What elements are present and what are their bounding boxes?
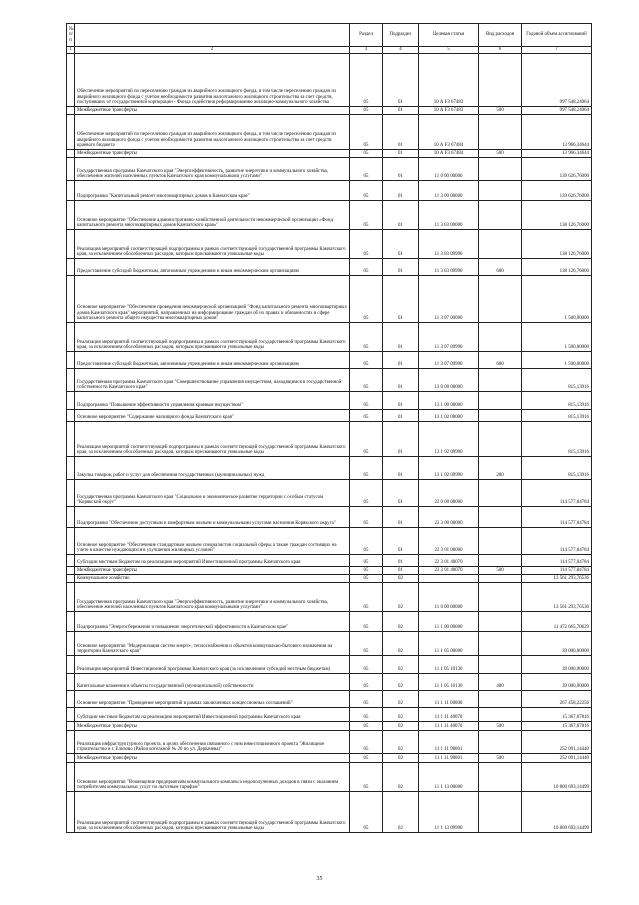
section-cell: 05 <box>350 575 383 583</box>
table-body <box>67 54 592 833</box>
section-cell: 05 <box>350 352 383 369</box>
subsection-cell: 01 <box>383 567 419 575</box>
column-number: 1 <box>67 47 75 54</box>
expense-type-cell: 500 <box>479 107 522 115</box>
table-row <box>67 674 592 691</box>
expense-type-cell: 500 <box>479 150 522 158</box>
amount-cell: 11 472 665,70629 <box>522 612 592 632</box>
row-number-cell <box>67 54 75 107</box>
name-cell: Подпрограмма "Повышение эффективности управления краевым имуществом" <box>75 392 350 410</box>
table-row <box>67 201 592 230</box>
table-row <box>67 612 592 632</box>
table-row <box>67 656 592 674</box>
section-cell: 05 <box>350 259 383 276</box>
amount-cell: 815,13916 <box>522 392 592 410</box>
row-number-cell <box>67 259 75 276</box>
amount-cell: 997 548,24064 <box>522 54 592 107</box>
section-cell: 05 <box>350 555 383 567</box>
subsection-cell: 01 <box>383 181 419 201</box>
section-cell: 05 <box>350 507 383 528</box>
subsection-cell: 01 <box>383 54 419 107</box>
subsection-cell: 02 <box>383 575 419 583</box>
amount-cell: 1 500,00000 <box>522 352 592 369</box>
table-row <box>67 259 592 276</box>
name-cell: Коммунальное хозяйство <box>75 575 350 583</box>
amount-cell: 10 800 693,14499 <box>522 792 592 833</box>
amount-cell: 15 367,07816 <box>522 708 592 722</box>
amount-cell: 138 126,76000 <box>522 201 592 230</box>
expense-type-cell <box>479 158 522 181</box>
column-number: 7 <box>522 47 592 54</box>
section-cell: 05 <box>350 201 383 230</box>
column-number: 4 <box>383 47 419 54</box>
header-num: № п/п <box>67 24 75 47</box>
article-cell: 11 3 00 00000 <box>419 181 479 201</box>
expense-type-cell: 500 <box>479 722 522 731</box>
subsection-cell: 01 <box>383 392 419 410</box>
amount-cell: 815,13916 <box>522 422 592 457</box>
amount-cell: 10 800 693,14499 <box>522 763 592 792</box>
article-cell: 13 1 02 09990 <box>419 422 479 457</box>
name-cell: Основное мероприятие "Содержание жилищного фонда Камчатского края" <box>75 410 350 422</box>
name-cell: Основное мероприятие "Проведение мероприятий в рамках заключенных концессионных соглашений" <box>75 691 350 708</box>
expense-type-cell <box>479 656 522 674</box>
name-cell: Основное мероприятие "Возмещение предприятиям коммунального комплекса недополученных доходов в связи с оказанием потребителям коммунальных услуг по льготным тарифам" <box>75 763 350 792</box>
expense-type-cell <box>479 480 522 507</box>
expense-type-cell <box>479 392 522 410</box>
article-cell: 10 А F3 67483 <box>419 54 479 107</box>
row-number-cell <box>67 555 75 567</box>
amount-cell: 39 000,00000 <box>522 656 592 674</box>
section-cell: 05 <box>350 480 383 507</box>
name-cell: Подпрограмма "Энергосбережение и повышение энергетической эффективности в Камчатском крае" <box>75 612 350 632</box>
section-cell: 05 <box>350 369 383 392</box>
article-cell: 11 0 00 00000 <box>419 583 479 612</box>
name-cell: Закупка товаров, работ и услуг для обеспечения государственных (муниципальных) нужд <box>75 457 350 480</box>
expense-type-cell <box>479 612 522 632</box>
section-cell: 05 <box>350 276 383 323</box>
subsection-cell: 01 <box>383 158 419 181</box>
section-cell: 05 <box>350 567 383 575</box>
section-cell: 05 <box>350 792 383 833</box>
article-cell: 11 1 11 40070 <box>419 722 479 731</box>
article-cell <box>419 575 479 583</box>
subsection-cell: 02 <box>383 674 419 691</box>
section-cell: 05 <box>350 392 383 410</box>
section-cell: 05 <box>350 410 383 422</box>
amount-cell: 997 548,24064 <box>522 107 592 115</box>
subsection-cell: 01 <box>383 480 419 507</box>
article-cell: 11 3 07 09990 <box>419 323 479 352</box>
subsection-cell: 02 <box>383 763 419 792</box>
row-number-cell <box>67 323 75 352</box>
table-row <box>67 792 592 833</box>
expense-type-cell <box>479 691 522 708</box>
amount-cell: 139 626,76000 <box>522 158 592 181</box>
section-cell: 05 <box>350 691 383 708</box>
row-number-cell <box>67 422 75 457</box>
section-cell: 05 <box>350 632 383 656</box>
row-number-cell <box>67 507 75 528</box>
article-cell: 13 1 02 09990 <box>419 457 479 480</box>
section-cell: 05 <box>350 708 383 722</box>
table-row <box>67 480 592 507</box>
expense-type-cell: 400 <box>479 674 522 691</box>
article-cell: 11 1 13 00000 <box>419 763 479 792</box>
expense-type-cell: 600 <box>479 259 522 276</box>
row-number-cell <box>67 656 75 674</box>
column-number: 3 <box>350 47 383 54</box>
name-cell: Межбюджетные трансферты <box>75 150 350 158</box>
name-cell: Обеспечение мероприятий по переселению граждан из аварийного жилищного фонда, в том числе переселению граждан из аварийного жилищного фонда с учетом необходимости развития малоэтажного жилищного строительства за счет средств краевого бюджета <box>75 115 350 150</box>
row-number-cell <box>67 276 75 323</box>
table-row <box>67 158 592 181</box>
row-number-cell <box>67 708 75 722</box>
section-cell: 05 <box>350 323 383 352</box>
column-numbers-row <box>67 47 592 54</box>
amount-cell: 114 577,84784 <box>522 507 592 528</box>
table-row <box>67 230 592 259</box>
name-cell: Подпрограмма "Капитальный ремонт многоквартирных домов в Камчатском крае" <box>75 181 350 201</box>
article-cell: 11 1 11 98001 <box>419 754 479 763</box>
section-cell: 05 <box>350 528 383 555</box>
header-article: Целевая статья <box>419 24 479 47</box>
row-number-cell <box>67 181 75 201</box>
table-row <box>67 555 592 567</box>
row-number-cell <box>67 107 75 115</box>
row-number-cell <box>67 612 75 632</box>
table-row <box>67 352 592 369</box>
section-cell: 05 <box>350 656 383 674</box>
amount-cell: 252 091,14440 <box>522 731 592 754</box>
amount-cell: 114 577,84784 <box>522 528 592 555</box>
table-row <box>67 731 592 754</box>
name-cell: Основное мероприятие "Обеспечение административно-хозяйственной деятельности некоммерческой организации «Фонд капитального ремонта многоквартирных домов Камчатского края»" <box>75 201 350 230</box>
subsection-cell: 02 <box>383 632 419 656</box>
column-number: 6 <box>479 47 522 54</box>
section-cell: 05 <box>350 731 383 754</box>
article-cell: 11 1 13 09990 <box>419 792 479 833</box>
section-cell: 05 <box>350 115 383 150</box>
row-number-cell <box>67 567 75 575</box>
subsection-cell: 01 <box>383 150 419 158</box>
expense-type-cell <box>479 422 522 457</box>
expense-type-cell <box>479 708 522 722</box>
expense-type-cell <box>479 792 522 833</box>
row-number-cell <box>67 457 75 480</box>
article-cell: 22 3 01 00000 <box>419 528 479 555</box>
article-cell: 13 0 00 00000 <box>419 369 479 392</box>
header-expense-type: Вид расходов <box>479 24 522 47</box>
table-row <box>67 150 592 158</box>
table-row <box>67 708 592 722</box>
row-number-cell <box>67 754 75 763</box>
amount-cell: 15 367,07816 <box>522 722 592 731</box>
name-cell: Основное мероприятие "Модернизация систем энерго-, теплоснабжения и объектов коммунально-бытового назначения на территории Камчатского края" <box>75 632 350 656</box>
subsection-cell: 01 <box>383 457 419 480</box>
row-number-cell <box>67 150 75 158</box>
table-row <box>67 583 592 612</box>
expense-type-cell <box>479 632 522 656</box>
article-cell: 11 3 03 09990 <box>419 230 479 259</box>
subsection-cell: 02 <box>383 792 419 833</box>
article-cell: 22 3 01 40070 <box>419 555 479 567</box>
name-cell: Государственная программа Камчатского края "Энергоэффективность, развитие энергетики и коммунального хозяйства, обеспечение жителей населенных пунктов Камчатского края коммунальными услугами" <box>75 583 350 612</box>
table-row <box>67 410 592 422</box>
expense-type-cell: 500 <box>479 567 522 575</box>
section-cell: 05 <box>350 722 383 731</box>
name-cell: Субсидии местным бюджетам на реализацию мероприятий Инвестиционной программы Камчатского края <box>75 708 350 722</box>
row-number-cell <box>67 691 75 708</box>
amount-cell: 267 458,22256 <box>522 691 592 708</box>
subsection-cell: 01 <box>383 410 419 422</box>
table-row <box>67 507 592 528</box>
amount-cell: 13 966,34644 <box>522 150 592 158</box>
amount-cell: 1 500,00000 <box>522 276 592 323</box>
subsection-cell: 01 <box>383 276 419 323</box>
article-cell: 11 1 05 10130 <box>419 656 479 674</box>
name-cell: Реализация мероприятий соответствующей подпрограммы в рамках соответствующей государственной программы Камчатского края, за исключением обособленных расходов, которым присваиваются уникальные коды <box>75 230 350 259</box>
subsection-cell: 01 <box>383 422 419 457</box>
subsection-cell: 01 <box>383 323 419 352</box>
amount-cell: 815,13916 <box>522 369 592 392</box>
amount-cell: 139 626,76000 <box>522 181 592 201</box>
table-row <box>67 567 592 575</box>
expense-type-cell <box>479 410 522 422</box>
article-cell: 11 1 11 98001 <box>419 731 479 754</box>
table-row <box>67 528 592 555</box>
name-cell: Основное мероприятие "Обеспечение проведения некоммерческой организацией "Фонд капитального ремонта многоквартирных домов Камчатского края" мероприятий, направленных на информирование граждан об их правах и обязанностях в сфере капитального ремонта общего имущества многоквартирных домов" <box>75 276 350 323</box>
amount-cell: 114 577,84784 <box>522 567 592 575</box>
row-number-cell <box>67 731 75 754</box>
row-number-cell <box>67 792 75 833</box>
table-row <box>67 107 592 115</box>
article-cell: 11 1 11 00000 <box>419 691 479 708</box>
subsection-cell: 02 <box>383 691 419 708</box>
article-cell: 11 1 00 00000 <box>419 612 479 632</box>
header-section: Раздел <box>350 24 383 47</box>
amount-cell: 39 000,00000 <box>522 674 592 691</box>
article-cell: 11 0 00 00000 <box>419 158 479 181</box>
row-number-cell <box>67 352 75 369</box>
subsection-cell: 01 <box>383 352 419 369</box>
subsection-cell: 02 <box>383 583 419 612</box>
row-number-cell <box>67 528 75 555</box>
column-number: 2 <box>75 47 350 54</box>
header-row <box>67 24 592 47</box>
row-number-cell <box>67 632 75 656</box>
table-row <box>67 115 592 150</box>
amount-cell: 114 577,84784 <box>522 555 592 567</box>
expense-type-cell: 200 <box>479 457 522 480</box>
row-number-cell <box>67 722 75 731</box>
page-number: 35 <box>316 876 323 882</box>
article-cell: 11 1 11 40070 <box>419 708 479 722</box>
expense-type-cell <box>479 575 522 583</box>
row-number-cell <box>67 410 75 422</box>
row-number-cell <box>67 674 75 691</box>
article-cell: 11 3 03 09990 <box>419 259 479 276</box>
section-cell: 05 <box>350 457 383 480</box>
subsection-cell: 02 <box>383 708 419 722</box>
section-cell: 05 <box>350 422 383 457</box>
article-cell: 13 1 02 00000 <box>419 410 479 422</box>
header-name <box>75 24 350 47</box>
expense-type-cell <box>479 54 522 107</box>
section-cell: 05 <box>350 158 383 181</box>
article-cell: 10 А F3 67484 <box>419 115 479 150</box>
subsection-cell: 02 <box>383 754 419 763</box>
article-cell: 22 3 01 40070 <box>419 567 479 575</box>
expense-type-cell <box>479 507 522 528</box>
expense-type-cell <box>479 731 522 754</box>
section-cell: 05 <box>350 583 383 612</box>
section-cell: 05 <box>350 674 383 691</box>
expense-type-cell <box>479 276 522 323</box>
table-row <box>67 276 592 323</box>
amount-cell: 114 577,84784 <box>522 480 592 507</box>
article-cell: 11 3 03 00000 <box>419 201 479 230</box>
article-cell: 10 А F3 67483 <box>419 107 479 115</box>
table-row <box>67 763 592 792</box>
subsection-cell: 02 <box>383 656 419 674</box>
article-cell: 11 1 05 00000 <box>419 632 479 656</box>
name-cell: Капитальные вложения в объекты государственной (муниципальной) собственности <box>75 674 350 691</box>
name-cell: Предоставление субсидий бюджетным, автономным учреждениям и иным некоммерческим организациям <box>75 352 350 369</box>
name-cell: Реализация мероприятий Инвестиционной программы Камчатского края (за исключением субсидий местным бюджетам) <box>75 656 350 674</box>
article-cell: 13 1 00 00000 <box>419 392 479 410</box>
name-cell: Предоставление субсидий бюджетным, автономным учреждениям и иным некоммерческим организациям <box>75 259 350 276</box>
expense-type-cell <box>479 763 522 792</box>
subsection-cell: 02 <box>383 731 419 754</box>
amount-cell: 138 126,76000 <box>522 230 592 259</box>
article-cell: 22 0 00 00000 <box>419 480 479 507</box>
section-cell: 05 <box>350 107 383 115</box>
amount-cell: 815,13916 <box>522 410 592 422</box>
subsection-cell: 01 <box>383 507 419 528</box>
row-number-cell <box>67 158 75 181</box>
section-cell: 05 <box>350 150 383 158</box>
subsection-cell: 01 <box>383 230 419 259</box>
name-cell: Межбюджетные трансферты <box>75 722 350 731</box>
table-row <box>67 392 592 410</box>
article-cell: 11 1 05 10130 <box>419 674 479 691</box>
article-cell: 11 3 07 00000 <box>419 276 479 323</box>
expense-type-cell <box>479 323 522 352</box>
table-row <box>67 632 592 656</box>
name-cell: Субсидии местным бюджетам на реализацию мероприятий Инвестиционной программы Камчатского края <box>75 555 350 567</box>
amount-cell: 138 126,76000 <box>522 259 592 276</box>
table-row <box>67 181 592 201</box>
name-cell: Реализация мероприятий соответствующей подпрограммы в рамках соответствующей государственной программы Камчатского края, за исключением обособленных расходов, которым присваиваются уникальные коды <box>75 323 350 352</box>
subsection-cell: 01 <box>383 555 419 567</box>
section-cell: 05 <box>350 763 383 792</box>
subsection-cell: 01 <box>383 107 419 115</box>
name-cell: Межбюджетные трансферты <box>75 754 350 763</box>
amount-cell: 252 091,14440 <box>522 754 592 763</box>
subsection-cell: 01 <box>383 528 419 555</box>
article-cell: 10 А F3 67484 <box>419 150 479 158</box>
amount-cell: 13 561 293,76536 <box>522 575 592 583</box>
amount-cell: 815,13916 <box>522 457 592 480</box>
row-number-cell <box>67 480 75 507</box>
article-cell: 11 3 07 09990 <box>419 352 479 369</box>
name-cell: Обеспечение мероприятий по переселению граждан из аварийного жилищного фонда, в том числе переселению граждан из аварийного жилищного фонда с учетом необходимости развития малоэтажного жилищного строительства за счет средств, поступивших от государственной корпорации - Фонда содействия реформированию жилищно-коммунального хозяйства <box>75 54 350 107</box>
name-cell: Реализация мероприятий соответствующей подпрограммы в рамках соответствующей государственной программы Камчатского края, за исключением обособленных расходов, которым присваиваются уникальные коды <box>75 792 350 833</box>
subsection-cell: 01 <box>383 115 419 150</box>
expense-type-cell <box>479 528 522 555</box>
name-cell: Государственная программа Камчатского края "Социальное и экономическое развитие территории с особым статусом "Корякский округ" <box>75 480 350 507</box>
row-number-cell <box>67 369 75 392</box>
table-row <box>67 422 592 457</box>
name-cell: Подпрограмма "Обеспечение доступным и комфортным жильем и коммунальными услугами населения Корякского округа" <box>75 507 350 528</box>
name-cell: Межбюджетные трансферты <box>75 107 350 115</box>
row-number-cell <box>67 575 75 583</box>
amount-cell: 13 966,34644 <box>522 115 592 150</box>
amount-cell: 1 500,00000 <box>522 323 592 352</box>
name-cell: Реализация мероприятий соответствующей подпрограммы в рамках соответствующей государственной программы Камчатского края, за исключением обособленных расходов, которым присваиваются уникальные коды <box>75 422 350 457</box>
expense-type-cell <box>479 230 522 259</box>
section-cell: 05 <box>350 181 383 201</box>
table-row <box>67 323 592 352</box>
subsection-cell: 02 <box>383 612 419 632</box>
name-cell: Межбюджетные трансферты <box>75 567 350 575</box>
name-cell: Государственная программа Камчатского края "Совершенствование управления имуществом, находящимся в государственной собственности Камчатского края" <box>75 369 350 392</box>
row-number-cell <box>67 583 75 612</box>
budget-table <box>66 23 592 833</box>
expense-type-cell <box>479 201 522 230</box>
expense-type-cell <box>479 369 522 392</box>
amount-cell: 39 000,00000 <box>522 632 592 656</box>
table-row <box>67 575 592 583</box>
table-row <box>67 369 592 392</box>
expense-type-cell: 500 <box>479 754 522 763</box>
article-cell: 22 3 00 00000 <box>419 507 479 528</box>
expense-type-cell: 600 <box>479 352 522 369</box>
section-cell: 05 <box>350 754 383 763</box>
name-cell: Основное мероприятие "Обеспечение стандартным жильем специалистов социальной сферы а также граждан состоящих на учете в качестве нуждающихся в улучшении жилищных условий" <box>75 528 350 555</box>
subsection-cell: 01 <box>383 369 419 392</box>
expense-type-cell <box>479 115 522 150</box>
subsection-cell: 02 <box>383 722 419 731</box>
name-cell: Государственная программа Камчатского края "Энергоэффективность, развитие энергетики и коммунального хозяйства, обеспечение жителей населенных пунктов Камчатского края коммунальными услугами" <box>75 158 350 181</box>
table-row <box>67 691 592 708</box>
row-number-cell <box>67 115 75 150</box>
header-subsection: Подраздел <box>383 24 419 47</box>
table-row <box>67 54 592 107</box>
row-number-cell <box>67 392 75 410</box>
row-number-cell <box>67 230 75 259</box>
expense-type-cell <box>479 181 522 201</box>
header-amount: Годовой объем ассигнований <box>522 24 592 47</box>
section-cell: 05 <box>350 54 383 107</box>
amount-cell: 13 561 293,76536 <box>522 583 592 612</box>
subsection-cell: 01 <box>383 201 419 230</box>
table-row <box>67 722 592 731</box>
name-cell: Реализация инфраструктурного проекта, в целях обеспечения связанного с ним инвестиционного проекта "Жилищное строительство в г. Елизово (Район котельной № 20 по ул. Деркачева)" <box>75 731 350 754</box>
table-row <box>67 754 592 763</box>
section-cell: 05 <box>350 230 383 259</box>
row-number-cell <box>67 201 75 230</box>
column-number: 5 <box>419 47 479 54</box>
row-number-cell <box>67 763 75 792</box>
expense-type-cell <box>479 583 522 612</box>
table-row <box>67 457 592 480</box>
subsection-cell: 01 <box>383 259 419 276</box>
expense-type-cell <box>479 555 522 567</box>
section-cell: 05 <box>350 612 383 632</box>
